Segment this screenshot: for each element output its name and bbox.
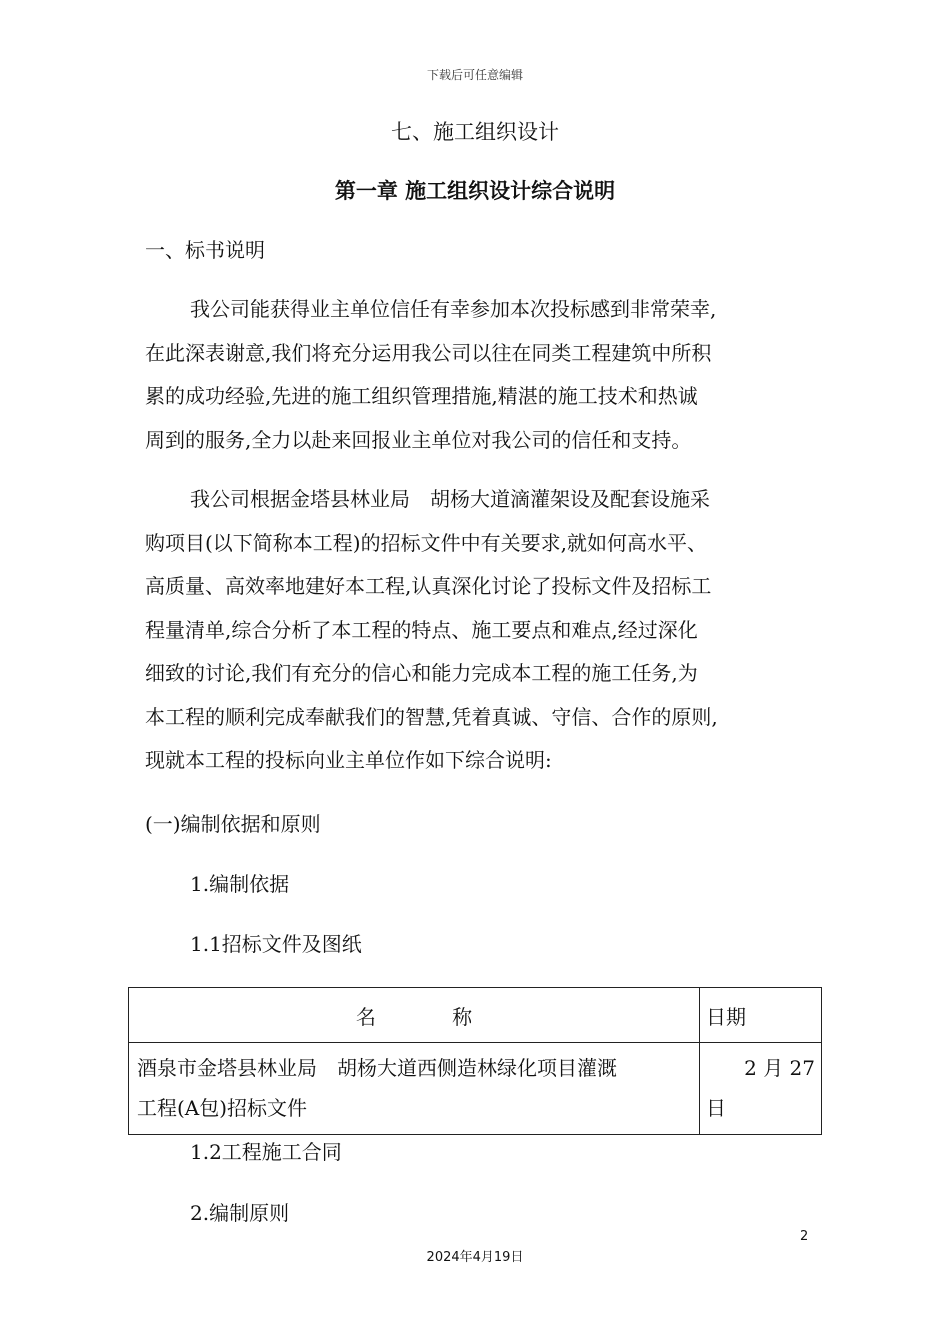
paragraph-line: 细致的讨论,我们有充分的信心和能力完成本工程的施工任务,为 (145, 661, 698, 685)
table-row (129, 1043, 822, 1135)
paragraph-2 (145, 478, 825, 783)
paragraph-line: 现就本工程的投标向业主单位作如下综合说明: (145, 748, 552, 772)
table-header-name: 名 称 (129, 988, 700, 1043)
item-heading: 1.编制依据 (190, 872, 290, 896)
paragraph-line: 我公司能获得业主单位信任有幸参加本次投标感到非常荣幸, (190, 297, 717, 321)
paragraph-line: 累的成功经验,先进的施工组织管理措施,精湛的施工技术和热诚 (145, 384, 698, 408)
paragraph-line: 程量清单,综合分析了本工程的特点、施工要点和难点,经过深化 (145, 617, 698, 642)
item-heading: 1.1招标文件及图纸 (190, 932, 362, 956)
table-cell-date: 2 月 27 日 (700, 1043, 822, 1135)
page-number: 2 (800, 1229, 809, 1244)
item-heading: 1.2工程施工合同 (190, 1140, 342, 1164)
paragraph-line: 购项目(以下简称本工程)的招标文件中有关要求,就如何高水平、 (145, 530, 707, 555)
header-note: 下载后可任意编辑 (426, 68, 523, 82)
paragraph-line: 我公司根据金塔县林业局 胡杨大道滴灌架设及配套设施采 (190, 487, 710, 511)
documents-table (128, 987, 822, 1135)
table-cell-name: 酒泉市金塔县林业局 胡杨大道西侧造林绿化项目灌溉 工程(A包)招标文件 (129, 1043, 700, 1135)
paragraph-line: 本工程的顺利完成奉献我们的智慧,凭着真诚、守信、合作的原则, (145, 704, 718, 729)
chapter-title: 第一章 施工组织设计综合说明 (334, 179, 616, 203)
paragraph-1 (145, 288, 825, 462)
page-title: 七、施工组织设计 (391, 120, 559, 144)
section-heading: 一、标书说明 (145, 238, 265, 262)
table-header-row (129, 988, 822, 1043)
paragraph-line: 周到的服务,全力以赴来回报业主单位对我公司的信任和支持。 (145, 427, 692, 452)
table-header-date: 日期 (700, 988, 822, 1043)
subsection-heading: (一)编制依据和原则 (145, 812, 321, 836)
footer-date: 2024年4月19日 (426, 1250, 524, 1265)
item-heading: 2.编制原则 (190, 1201, 290, 1225)
paragraph-line: 高质量、高效率地建好本工程,认真深化讨论了投标文件及招标工 (145, 574, 712, 598)
paragraph-line: 在此深表谢意,我们将充分运用我公司以往在同类工程建筑中所积 (145, 340, 712, 365)
